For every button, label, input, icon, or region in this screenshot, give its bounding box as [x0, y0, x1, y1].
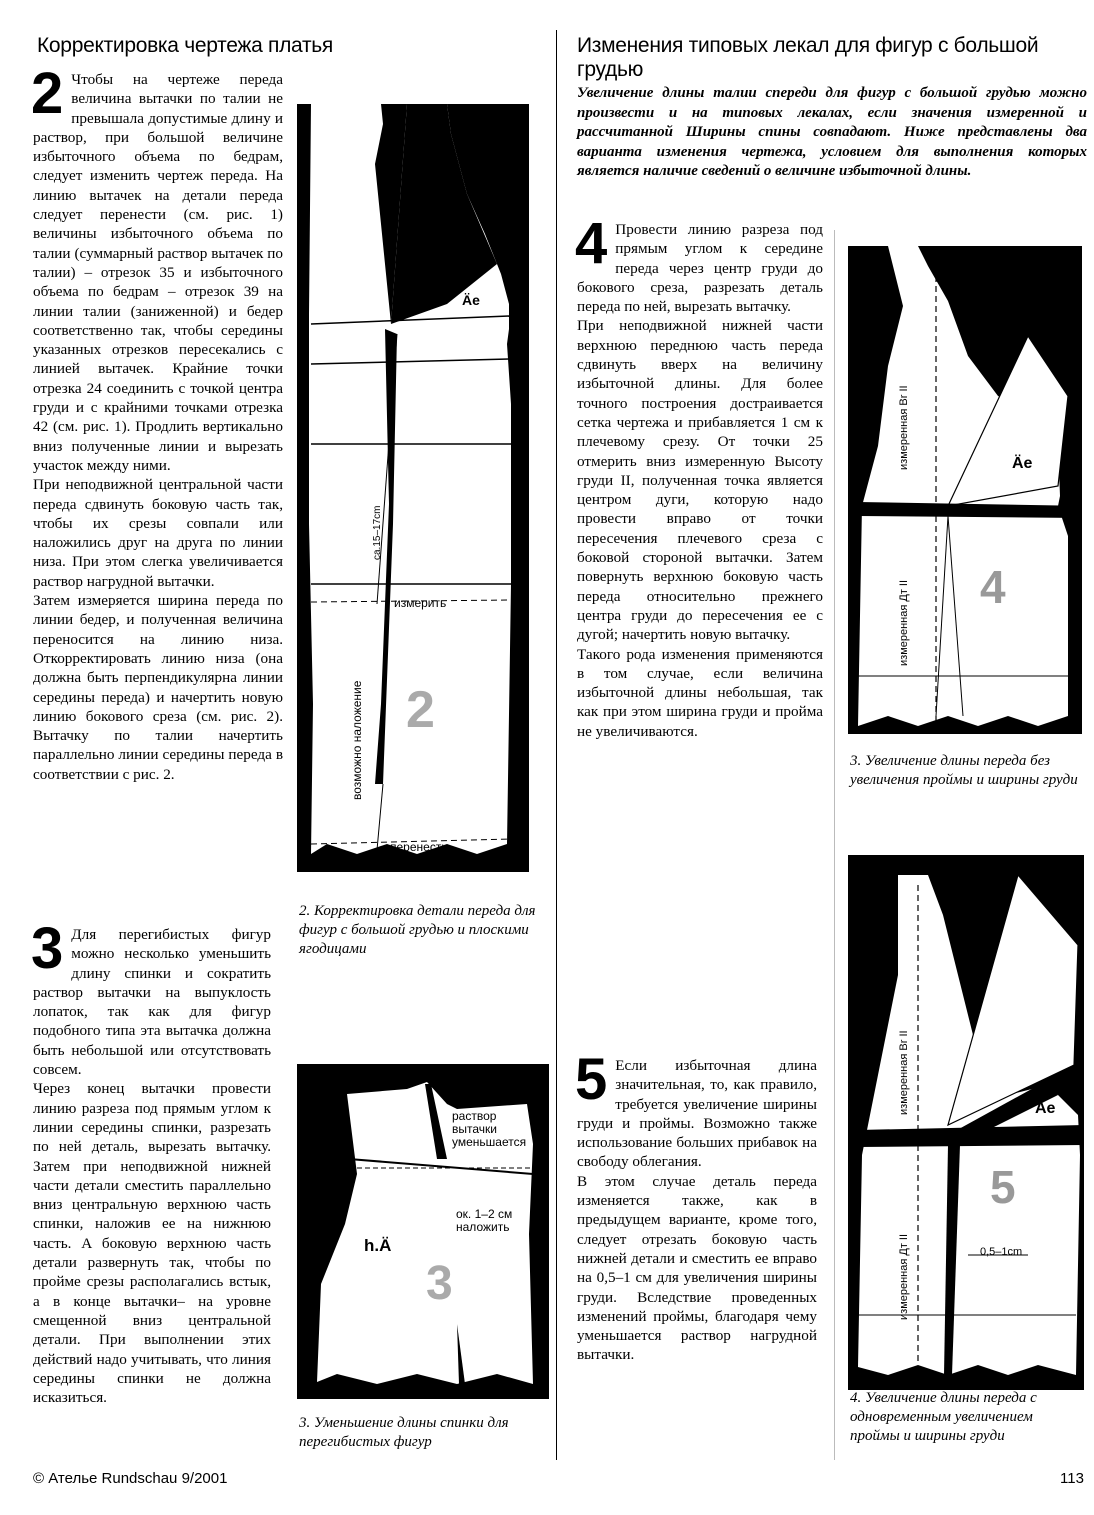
fig3-label-overlap: ок. 1–2 см наложить — [456, 1207, 513, 1234]
caption-fig3: 3. Уменьшение длины спинки для перегибистых фигур — [299, 1415, 509, 1450]
fig5-label-cm: 0,5–1cm — [980, 1246, 1023, 1258]
footer-credit: © Ателье Rundschau 9/2001 — [33, 1470, 228, 1487]
fig3-label-ha: h.Ä — [364, 1236, 392, 1255]
paragraph: Через конец вытачки провести линию разреза под прямым углом к линии середины спинки, разрезать по ней деталь, вырезать вытачку. Затем при неподвижной нижней части детали сместить параллельно вниз центральную верхнюю часть спинки, наложив ее на нижнюю часть. А боковую верхнюю часть детали развернуть так, чтобы по пройме срезы располагались встык, а в конце вытачки– на уровне смещенной вниз центральной детали. При выполнении этих действий надо учитывать, что линия середины спинки не должна исказиться. — [33, 1080, 271, 1407]
section-number: 2 — [31, 61, 64, 126]
fig5-number: 5 — [990, 1161, 1016, 1213]
fig2-label-ae: Äe — [462, 292, 480, 308]
fig4-label-dm: измеренная Дт II — [898, 579, 910, 666]
fig5-label-ae: Äe — [1035, 1100, 1056, 1117]
section-number: 5 — [575, 1047, 608, 1112]
fig4-number: 4 — [980, 561, 1006, 613]
minor-divider — [834, 230, 835, 1460]
paragraph: Для перегибистых фигур можно несколько уменьшить длину спинки и сократить раствор вытачки на выпуклость лопаток, так как для фигур подобного типа эта вытачка должна быть небольшой или отсутствовать совсем. — [33, 926, 271, 1079]
fig2-label-transfer: перенести — [390, 840, 449, 854]
figure-4 — [848, 246, 1082, 734]
fig4-label-ae: Äe — [1012, 455, 1033, 472]
section-5 — [575, 1047, 817, 1365]
caption-fig3-right: 3. Увеличение длины переда без увеличения проймы и ширины груди — [850, 753, 1078, 788]
intro-text: Увеличение длины талии спереди для фигур с большой грудью можно произвести и на типовых лекалах, если значения измеренной и рассчитанной Ширины спины совпадают. Ниже представлены два варианта изменения чертежа, условием для выполнения которых является наличие сведений о величине избыточной длины. — [577, 85, 1087, 179]
fig2-label-measure: измерить — [394, 596, 447, 610]
fig2-label-overlap: возможно наложение — [350, 680, 364, 800]
fig2-label-cm: ca.15–17cm — [372, 505, 383, 560]
paragraph: В этом случае деталь переда изменяется также, как в предыдущем варианте, кроме того, следует отрезать боковую часть нижней детали и сместить ее вправо на 0,5–1 см для увеличения ширины груди. Вследствие проведенных изменений проймы, благодаря чему уменьшается раствор нагрудной вытачки. — [577, 1172, 817, 1364]
fig3-label-dart: раствор вытачки уменьшается — [452, 1109, 527, 1149]
paragraph: Если избыточная длина значительная, то, как правило, требуется увеличение ширины груди и проймы. Возможно также использование больших прибавок на свободу облегания. — [577, 1057, 817, 1171]
paragraph: Чтобы на чертеже переда величина вытачки по талии не превышала допустимые длину и раствор, при большой величине избыточного объема по бедрам, следует изменить чертеж переда. На линию вытачек на детали переда следует перенести (см. рис. 1) величины избыточного объема по талии (суммарный раствор вытачек по талии) – отрезок 35 и избыточного объема по бедрам – отрезок 39 на линии талии (заниженной) и бедер соответственно так, чтобы середины указанных отрезков пересекались с линией вытачек. Крайние точки отрезка 24 соединить с точкой центра груди и с крайними точками отрезка 42 (см. рис. 1). Продлить вертикально вниз полученные линии и вырезать участок между ними. — [33, 71, 283, 474]
fig5-label-dm: измеренная Дт II — [898, 1233, 910, 1320]
paragraph: Такого рода изменения применяются в том случае, если величина избыточной длины небольшая, так как при этом ширина груди и пройма не увеличиваются. — [577, 645, 823, 740]
section-number: 4 — [575, 211, 608, 276]
paragraph: При неподвижной центральной части переда сдвинуть боковую часть так, чтобы их срезы совпали или наложились друг на друга по линии низа. При этом слегка увеличивается раствор нагрудной вытачки. — [33, 476, 283, 590]
fig4-label-br: измеренная Br II — [898, 385, 910, 470]
caption-fig4: 4. Увеличение длины переда с одновременным увеличением проймы и ширины груди — [850, 1390, 1037, 1444]
paragraph: Провести линию разреза под прямым углом к середине переда через центр груди до бокового среза, разрезать деталь переда по ней, вырезать вытачку. — [577, 221, 823, 316]
paragraph: При неподвижной нижней части верхнюю переднюю часть переда сдвинуть вверх на величину избыточной длины. Для более точного построения достраивается сетка чертежа и прибавляется 1 см к плечевому срезу. От точки 25 отмерить вниз измеренную Высоту груди II, полученная точка является центром дуги, которую надо провести вправо от точки пересечения плечевого среза с боковой стороной вытачки. Затем повернуть верхнюю боковую часть переда относительно прежнего центра груди до пересечения ее с дугой; начертить новую вытачку. — [577, 317, 823, 644]
section-3 — [31, 916, 271, 1407]
page-number: 113 — [1060, 1470, 1084, 1487]
paragraph: Затем измеряется ширина переда по линии бедер, и полученная величина переносится на линию низа. Откорректировать линию низа (она должна быть перпендикулярна линии середины переда) и начертить новую линию бокового среза (см. рис. 2). Вытачку по талии начертить параллельно линии середины переда в соответствии с рис. 2. — [33, 592, 283, 783]
section-4 — [575, 211, 823, 741]
figure-2 — [297, 104, 529, 872]
section-number: 3 — [31, 916, 64, 981]
column-divider — [556, 30, 557, 1460]
caption-fig2: 2. Корректировка детали переда для фигур с большой грудью и плоскими ягодицами — [299, 903, 536, 957]
right-header: Изменения типовых лекал для фигур с большой грудью — [577, 34, 1039, 81]
figure-5 — [848, 855, 1084, 1390]
fig5-label-br: измеренная Br II — [898, 1030, 910, 1115]
left-header: Корректировка чертежа платья — [37, 34, 333, 57]
fig2-number: 2 — [406, 681, 435, 739]
fig3-number: 3 — [426, 1257, 453, 1310]
section-2 — [31, 61, 283, 784]
